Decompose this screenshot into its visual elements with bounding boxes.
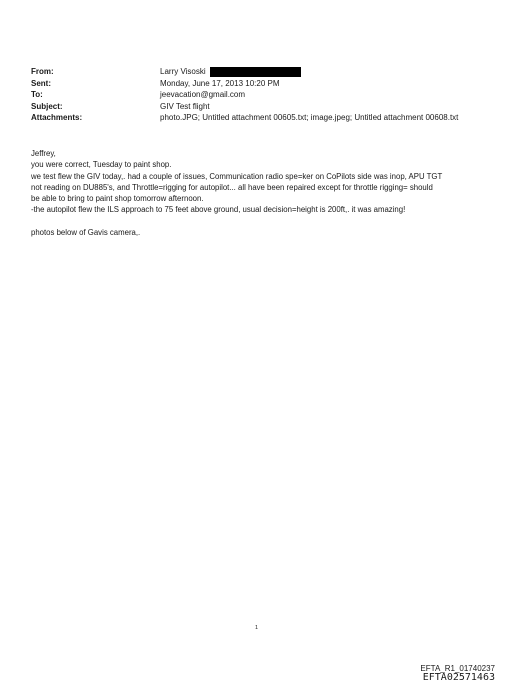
attachments-row bbox=[31, 112, 491, 124]
subject-row bbox=[31, 101, 491, 113]
body-line: you were correct, Tuesday to paint shop. bbox=[31, 160, 172, 170]
sender-name: Larry Visoski bbox=[160, 67, 206, 76]
redaction-box bbox=[210, 67, 301, 77]
greeting-line: Jeffrey, bbox=[31, 149, 56, 158]
body-line: we test flew the GIV today,. had a couple of issues, Communication radio spe=ker on CoPilots side was inop, APU TGT bbox=[31, 171, 443, 181]
body-line: photos below of Gavis camera,. bbox=[31, 228, 141, 238]
paragraph-gap bbox=[31, 216, 486, 227]
body-line: be able to bring to paint shop tomorrow afternoon. bbox=[31, 194, 204, 204]
page-number: 1 bbox=[255, 625, 259, 631]
subject-value: GIV Test flight bbox=[160, 101, 210, 111]
email-header bbox=[31, 66, 491, 124]
to-label: To: bbox=[31, 90, 43, 99]
attachments-value: photo.JPG; Untitled attachment 00605.txt; image.jpeg; Untitled attachment 00608.txt bbox=[160, 113, 459, 122]
body-line: -the autopilot flew the ILS approach to 75 feet above ground, usual decision=height is 200ft,. it was amazing! bbox=[31, 205, 406, 215]
email-body bbox=[31, 148, 486, 238]
from-value bbox=[160, 66, 301, 78]
to-value: jeevacation@gmail.com bbox=[160, 90, 246, 99]
subject-label: Subject: bbox=[31, 101, 63, 111]
sent-row bbox=[31, 78, 491, 90]
sent-value: Monday, June 17, 2013 10:20 PM bbox=[160, 78, 280, 88]
from-label: From: bbox=[31, 67, 54, 76]
to-row bbox=[31, 89, 491, 101]
body-line: not reading on DU885's, and Throttle=rigging for autopilot... all have been repaired except for throttle rigging= should bbox=[31, 182, 433, 192]
bates-stamp-secondary: EFTA02571463 bbox=[422, 672, 495, 683]
from-row bbox=[31, 66, 491, 78]
attachments-label: Attachments: bbox=[31, 113, 83, 122]
bates-stamp-primary: EFTA_R1_01740237 bbox=[420, 664, 495, 673]
sent-label: Sent: bbox=[31, 78, 51, 88]
